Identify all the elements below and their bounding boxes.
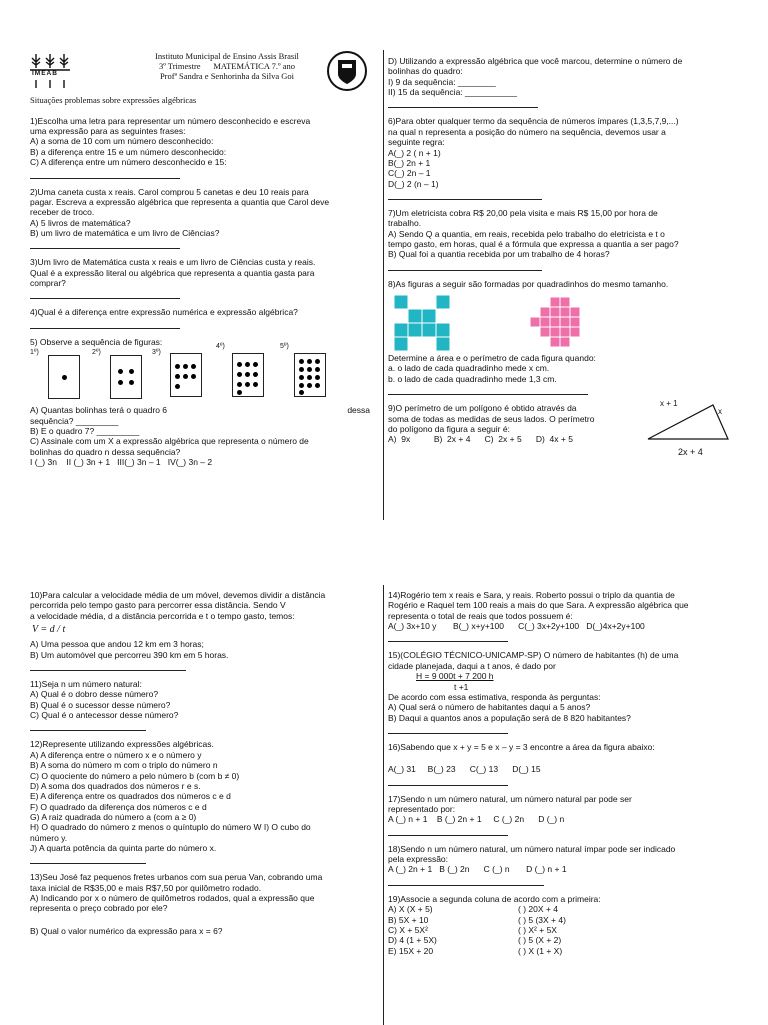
q6-line: seguinte regra: bbox=[388, 137, 445, 148]
q9-line: 9)O perímetro de um polígono é obtido através da bbox=[388, 403, 577, 414]
q10-line: percorrida pelo tempo gasto para percorrer essa distância. Sendo V bbox=[30, 600, 286, 611]
q5-options[interactable]: I (_) 3n II (_) 3n + 1 III(_) 3n – 1 IV(_) 3n – 2 bbox=[30, 456, 213, 467]
q1-line: uma expressão para as seguintes frases: bbox=[30, 126, 186, 137]
school-logo bbox=[30, 52, 70, 90]
answer-line[interactable] bbox=[30, 242, 180, 249]
figure-2 bbox=[110, 355, 142, 399]
q15-line: cidade planejada, daqui a t anos, é dado por bbox=[388, 660, 556, 671]
q12-line: F) O quadrado da diferença dos números c e d bbox=[30, 801, 207, 812]
q5-figures bbox=[30, 343, 382, 405]
q19-left-column bbox=[388, 904, 518, 956]
q19-right-item[interactable]: ( ) 5 (3X + 4) bbox=[518, 914, 566, 925]
q12-line: A) A diferença entre o número x e o número y bbox=[30, 749, 202, 760]
q12-line: D) A soma dos quadrados dos números r e s. bbox=[30, 780, 201, 791]
q8-line: b. o lado de cada quadradinho mede 1,3 cm. bbox=[388, 373, 557, 384]
answer-line[interactable] bbox=[388, 829, 508, 836]
q17-line: 17)Sendo n um número natural, um número natural par pode ser bbox=[388, 793, 632, 804]
bottom-left-column bbox=[30, 590, 382, 936]
q5-b[interactable]: B) E o quadro 7? _________ bbox=[30, 425, 140, 436]
q13-line: representa o preço cobrado por ele? bbox=[30, 903, 168, 914]
q9-line: soma de todas as medidas de seus lados. O perímetro bbox=[388, 413, 595, 424]
q15-line: 15)(COLÉGIO TÉCNICO-UNICAMP-SP) O número de habitantes (h) de uma bbox=[388, 650, 679, 661]
q11-line: 11)Seja n um número natural: bbox=[30, 678, 142, 689]
q2-line: pagar. Escreva a expressão algébrica que representa a quantia que Carol deve bbox=[30, 196, 330, 207]
answer-line[interactable] bbox=[30, 664, 186, 671]
answer-line[interactable] bbox=[388, 727, 508, 734]
q5-a-text-end: dessa bbox=[347, 405, 370, 416]
q1-line: 1)Escolha uma letra para representar um número desconhecido e escreva bbox=[30, 115, 311, 126]
question-15 bbox=[388, 650, 740, 734]
q5d-line[interactable]: II) 15 da sequência: ___________ bbox=[388, 87, 518, 98]
q19-left-item: E) 15X + 20 bbox=[388, 945, 434, 956]
answer-line[interactable] bbox=[30, 857, 146, 864]
q10-line: 10)Para calcular a velocidade média de um móvel, devemos dividir a distância bbox=[30, 590, 326, 600]
triangle-label-bottom: 2x + 4 bbox=[678, 447, 703, 458]
q15-line: B) Daqui a quantos anos a população será de 8 820 habitantes? bbox=[388, 712, 631, 723]
q13-line: B) Qual o valor numérico da expressão para x = 6? bbox=[30, 925, 223, 936]
q18-line: 18)Sendo n um número natural, um número natural ímpar pode ser indicado bbox=[388, 843, 676, 854]
q18-line: pela expressão: bbox=[388, 854, 449, 865]
q6-option[interactable]: A(_) 2 ( n + 1) bbox=[388, 147, 441, 158]
column-divider-bottom bbox=[383, 585, 384, 1025]
answer-line[interactable] bbox=[388, 264, 542, 271]
answer-line[interactable] bbox=[388, 635, 508, 642]
q6-line: na qual n representa a posição do número na sequência, devemos usar a bbox=[388, 126, 666, 137]
fig-label: 4º) bbox=[216, 343, 225, 351]
q19-line: 19)Associe a segunda coluna de acordo com a primeira: bbox=[388, 893, 601, 904]
subject: MATEMÁTICA 7.º ano bbox=[213, 60, 296, 71]
answer-line[interactable] bbox=[388, 779, 508, 786]
q3-line: 3)Um livro de Matemática custa x reais e um livro de Ciências custa y reais. bbox=[30, 257, 316, 268]
answer-line[interactable] bbox=[388, 101, 538, 108]
q12-line: E) A diferença entre os quadrados dos números c e d bbox=[30, 791, 231, 802]
header-text bbox=[122, 52, 332, 81]
question-16 bbox=[388, 742, 740, 786]
q19-left-item: D) 4 (1 + 5X) bbox=[388, 935, 437, 946]
figure-1 bbox=[48, 355, 80, 399]
q6-option[interactable]: B(_) 2n + 1 bbox=[388, 157, 431, 168]
question-12 bbox=[30, 739, 382, 864]
question-4 bbox=[30, 307, 382, 328]
triangle-label-left: x + 1 bbox=[660, 399, 678, 409]
q19-columns bbox=[388, 904, 740, 956]
q11-line: A) Qual é o dobro desse número? bbox=[30, 689, 159, 700]
school-crest bbox=[326, 50, 368, 92]
q1-line: A) a soma de 10 com um número desconhecido: bbox=[30, 136, 214, 147]
question-7 bbox=[388, 208, 740, 271]
question-2 bbox=[30, 187, 382, 250]
question-3 bbox=[30, 257, 382, 299]
question-5-d bbox=[388, 56, 740, 108]
q7-line: trabalho. bbox=[388, 218, 422, 229]
trimester: 3º Trimestre bbox=[158, 60, 201, 71]
q12-line: número y. bbox=[30, 832, 68, 843]
q5-a-text: A) Quantas bolinhas terá o quadro 6 bbox=[30, 405, 168, 416]
q11-line: C) Qual é o antecessor desse número? bbox=[30, 710, 179, 721]
q1-line: B) a diferença entre 15 e um número desconhecido: bbox=[30, 146, 227, 157]
q14-line: 14)Rogério tem x reais e Sara, y reais. Roberto possui o triplo da quantia de bbox=[388, 590, 675, 600]
question-9 bbox=[388, 399, 740, 458]
question-13 bbox=[30, 872, 382, 936]
q3-line: Qual é a expressão literal ou algébrica que representa a quantia gasta para bbox=[30, 267, 315, 278]
fig-label: 2º) bbox=[92, 349, 101, 357]
q7-line: B) Qual foi a quantia recebida por um trabalho de 4 horas? bbox=[388, 249, 610, 260]
q19-right-item[interactable]: ( ) 20X + 4 bbox=[518, 904, 558, 915]
q5d-line: bolinhas do quadro: bbox=[388, 66, 463, 77]
figure-4 bbox=[232, 353, 264, 397]
answer-line[interactable] bbox=[30, 724, 146, 731]
trimester-line bbox=[122, 62, 332, 72]
answer-line[interactable] bbox=[30, 172, 180, 179]
q12-line: C) O quociente do número a pelo número b (com b ≠ 0) bbox=[30, 770, 240, 781]
q6-option[interactable]: C(_) 2n – 1 bbox=[388, 168, 431, 179]
q13-line: taxa inicial de R$35,00 e mais R$7,50 por quilômetro rodado. bbox=[30, 882, 262, 893]
q8-line: 8)As figuras a seguir são formadas por quadradinhos do mesmo tamanho. bbox=[388, 278, 669, 289]
q10-item: A) Uma pessoa que andou 12 km em 3 horas; bbox=[30, 639, 204, 650]
q6-option[interactable]: D(_) 2 (n – 1) bbox=[388, 178, 439, 189]
q8-cyan-figure bbox=[394, 295, 454, 351]
q2-line: A) 5 livros de matemática? bbox=[30, 217, 131, 228]
question-11 bbox=[30, 679, 382, 731]
bottom-right-column bbox=[388, 590, 740, 956]
q12-line: J) A quarta potência da quinta parte do número x. bbox=[30, 843, 217, 854]
q15-formula-denominator: t +1 bbox=[454, 681, 469, 692]
question-14 bbox=[388, 590, 740, 642]
q15-line: A) Qual será o número de habitantes daqui a 5 anos? bbox=[388, 702, 591, 713]
question-8 bbox=[388, 279, 740, 395]
answer-line[interactable] bbox=[30, 292, 180, 299]
q3-line: comprar? bbox=[30, 278, 66, 289]
q8-pink-figure bbox=[528, 295, 588, 351]
q17-options[interactable]: A (_) n + 1 B (_) 2n + 1 C (_) 2n D (_) n bbox=[388, 814, 565, 825]
answer-line[interactable] bbox=[388, 193, 542, 200]
q8-line: Determine a área e o perímetro de cada figura quando: bbox=[388, 353, 596, 364]
q19-left-item: A) X (X + 5) bbox=[388, 904, 433, 915]
question-18 bbox=[388, 844, 740, 886]
triangle-label-right: x bbox=[718, 407, 722, 417]
top-left-column bbox=[30, 52, 382, 467]
q8-line: a. o lado de cada quadradinho mede x cm. bbox=[388, 363, 550, 374]
q14-options[interactable]: A(_) 3x+10 y B(_) x+y+100 C(_) 3x+2y+100 D(_)4x+2y+100 bbox=[388, 621, 645, 632]
q7-line: 7)Um eletricista cobra R$ 20,00 pela visita e mais R$ 15,00 por hora de bbox=[388, 207, 658, 218]
q16-options[interactable]: A(_) 31 B(_) 23 C(_) 13 D(_) 15 bbox=[388, 764, 541, 775]
q17-line: representado por: bbox=[388, 804, 456, 815]
institution-name: Instituto Municipal de Ensino Assis Brasil bbox=[155, 52, 299, 61]
q14-line: representa o total de reais que todos possuem é: bbox=[388, 610, 573, 621]
q11-line: B) Qual é o sucessor desse número? bbox=[30, 699, 171, 710]
velocity-formula: V = d / t bbox=[32, 624, 66, 636]
q2-line: receber de troco. bbox=[30, 207, 95, 218]
q5-c: C) Assinale com um X a expressão algébrica que representa o número de bbox=[30, 436, 309, 447]
q9-options[interactable]: A) 9x B) 2x + 4 C) 2x + 5 D) 4x + 5 bbox=[388, 434, 573, 445]
q12-line: H) O quadrado do número z menos o quíntuplo do número W I) O cubo do bbox=[30, 822, 311, 833]
q16-line: 16)Sabendo que x + y = 5 e x – y = 3 encontre a área da figura abaixo: bbox=[388, 741, 655, 752]
q19-right-item[interactable]: ( ) X (1 + X) bbox=[518, 945, 563, 956]
q9-triangle bbox=[638, 399, 738, 447]
answer-line[interactable] bbox=[388, 388, 588, 395]
question-6 bbox=[388, 116, 740, 200]
q15-formula-numerator: H = 9 000t + 7 200 h bbox=[416, 671, 494, 682]
q14-line: Rogério e Raquel tem 100 reais a mais do que Sara. A expressão algébrica que bbox=[388, 600, 689, 611]
answer-line[interactable] bbox=[30, 322, 180, 329]
fig-label: 1º) bbox=[30, 349, 39, 357]
q5-a bbox=[30, 405, 370, 415]
q10-line: a velocidade média, d a distância percorrida e t o tempo gasto, temos: bbox=[30, 610, 295, 621]
question-1 bbox=[30, 116, 382, 179]
question-17 bbox=[388, 794, 740, 836]
q7-line: A) Sendo Q a quantia, em reais, recebida pelo trabalho do eletricista e t o bbox=[388, 228, 665, 239]
question-5 bbox=[30, 337, 382, 468]
q9-line: do polígono da figura a seguir é: bbox=[388, 423, 510, 434]
fig-label: 3º) bbox=[152, 349, 161, 357]
teacher-name: Profª Sandra e Senhorinha da Silva Goi bbox=[159, 71, 295, 81]
logo-text: IMEAB bbox=[32, 70, 58, 77]
q1-line: C) A diferença entre um número desconhecido e 15: bbox=[30, 157, 227, 168]
q12-line: 12)Represente utilizando expressões algébricas. bbox=[30, 739, 214, 750]
top-right-column bbox=[388, 56, 740, 458]
question-19 bbox=[388, 894, 740, 956]
q13-line: 13)Seu José faz pequenos fretes urbanos com sua perua Van, cobrando uma bbox=[30, 872, 323, 883]
fig-label: 5º) bbox=[280, 343, 289, 351]
q12-line: B) A soma do número m com o triplo do número n bbox=[30, 760, 218, 771]
answer-line[interactable] bbox=[388, 879, 544, 886]
page-subtitle: Situações problemas sobre expressões algébricas bbox=[30, 95, 197, 105]
q19-right-column bbox=[518, 904, 566, 956]
figure-3 bbox=[170, 353, 202, 397]
q6-line: 6)Para obter qualquer termo da sequência de números ímpares (1,3,5,7,9,...) bbox=[388, 116, 679, 127]
question-10 bbox=[30, 590, 382, 671]
figure-5 bbox=[294, 353, 326, 397]
q7-line: tempo gasto, em horas, qual é a fórmula que expressa a quantia a ser pago? bbox=[388, 239, 679, 250]
q5-c: bolinhas do quadro n dessa sequência? bbox=[30, 446, 181, 457]
q2-line: 2)Uma caneta custa x reais. Carol comprou 5 canetas e deu 10 reais para bbox=[30, 186, 309, 197]
column-divider-top bbox=[383, 50, 384, 520]
q10-item: B) Um automóvel que percorreu 390 km em 5 horas. bbox=[30, 649, 229, 660]
q5-intro: 5) Observe a sequência de figuras: bbox=[30, 336, 163, 347]
q8-figures bbox=[388, 295, 740, 353]
q5-a-blank[interactable]: sequência? _________ bbox=[30, 415, 119, 426]
q4-line: 4)Qual é a diferença entre expressão numérica e expressão algébrica? bbox=[30, 307, 298, 318]
q12-line: G) A raiz quadrada do número a (com a ≥ 0) bbox=[30, 811, 197, 822]
q15-line: De acordo com essa estimativa, responda às perguntas: bbox=[388, 691, 601, 702]
q5d-line: D) Utilizando a expressão algébrica que você marcou, determine o número de bbox=[388, 56, 683, 66]
q19-right-item[interactable]: ( ) 5 (X + 2) bbox=[518, 935, 562, 946]
q19-left-item: B) 5X + 10 bbox=[388, 914, 429, 925]
q5d-line[interactable]: I) 9 da sequência: ________ bbox=[388, 76, 496, 87]
q2-line: B) um livro de matemática e um livro de Ciências? bbox=[30, 228, 220, 238]
q13-line: A) Indicando por x o número de quilômetros rodados, qual a expressão que bbox=[30, 893, 315, 904]
q18-options[interactable]: A (_) 2n + 1 B (_) 2n C (_) n D (_) n + 1 bbox=[388, 864, 567, 875]
q19-left-item: C) X + 5X² bbox=[388, 924, 428, 935]
q19-right-item[interactable]: ( ) X² + 5X bbox=[518, 924, 557, 935]
